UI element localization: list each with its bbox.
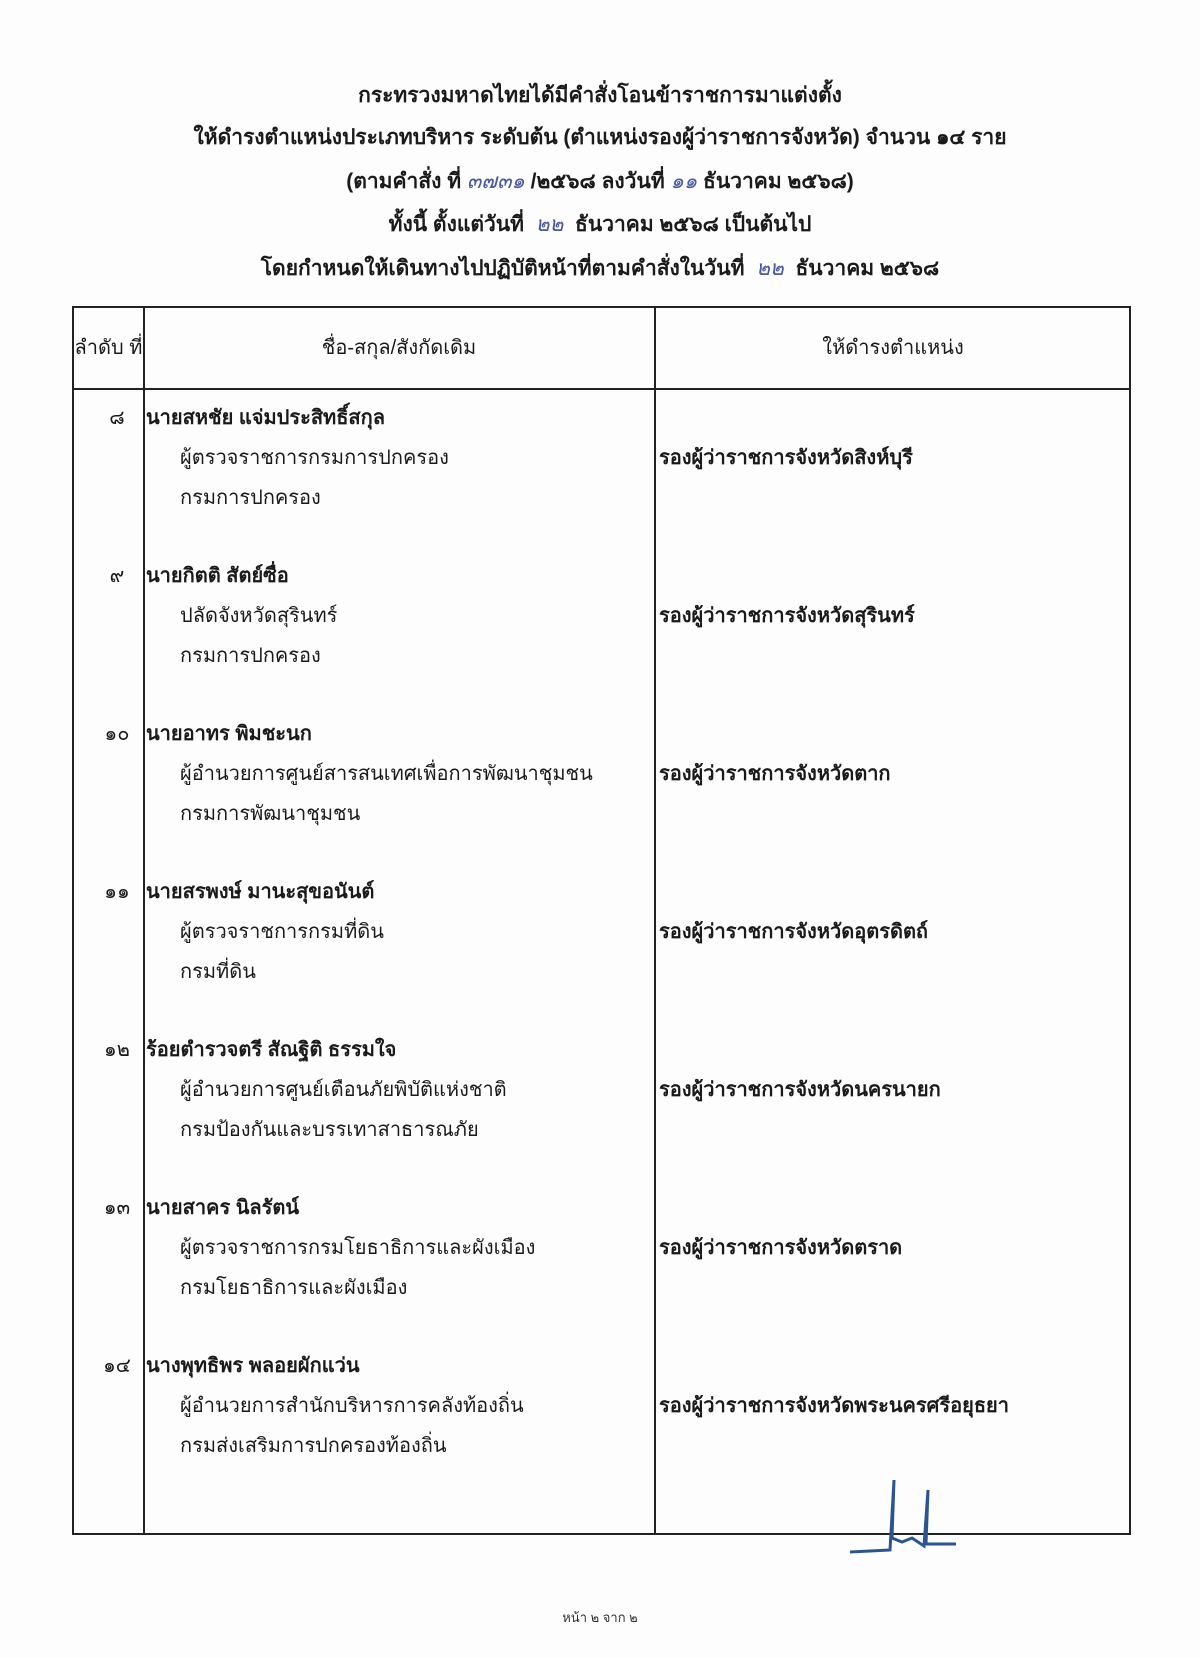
new-position: รองผู้ว่าราชการจังหวัดตราด	[659, 1237, 903, 1259]
new-position: รองผู้ว่าราชการจังหวัดสุรินทร์	[659, 605, 915, 627]
old-position: ผู้ตรวจราชการกรมโยธาธิการและผังเมือง	[180, 1237, 536, 1259]
old-position: ปลัดจังหวัดสุรินทร์	[180, 605, 338, 627]
table-row	[74, 1033, 1129, 1191]
column-header-name: ชื่อ-สกุล/สังกัดเดิม	[321, 337, 477, 359]
effective-day: ๒๒	[535, 213, 564, 236]
effective-prefix: ทั้งนี้ ตั้งแต่วันที่	[388, 213, 524, 236]
old-department: กรมโยธาธิการและผังเมือง	[180, 1277, 408, 1299]
old-department: กรมการปกครอง	[180, 487, 321, 509]
person-name: นางพุทธิพร พลอยผักแว่น	[146, 1355, 360, 1377]
order-prefix: (ตามคำสั่ง ที่	[346, 170, 462, 193]
person-name: นายกิตติ สัตย์ซื่อ	[146, 565, 289, 587]
effective-suffix: ธันวาคม ๒๕๖๘ เป็นต้นไป	[575, 213, 812, 236]
old-department: กรมการปกครอง	[180, 645, 321, 667]
person-name: นายสหชัย แจ่มประสิทธิ์สกุล	[146, 407, 386, 429]
row-number: ๑๒	[104, 1039, 130, 1061]
appointment-table	[72, 306, 1131, 1535]
table-row	[74, 875, 1129, 1033]
row-number: ๘	[109, 407, 125, 429]
row-number: ๙	[109, 565, 125, 587]
new-position: รองผู้ว่าราชการจังหวัดสิงห์บุรี	[659, 447, 913, 469]
title-line-1: กระทรวงมหาดไทยได้มีคำสั่งโอนข้าราชการมาแต่งตั้ง	[358, 84, 842, 107]
old-position: ผู้อำนวยการศูนย์สารสนเทศเพื่อการพัฒนาชุมชน	[180, 763, 593, 785]
title-line-5	[0, 255, 1200, 283]
signature	[850, 1480, 990, 1570]
person-name: นายสรพงษ์ มานะสุขอนันต์	[146, 881, 375, 903]
person-name: นายสาคร นิลรัตน์	[146, 1197, 300, 1219]
column-header-no: ลำดับ ที่	[74, 337, 143, 359]
old-department: กรมที่ดิน	[180, 961, 256, 983]
travel-suffix: ธันวาคม ๒๕๖๘	[795, 257, 940, 280]
title-line-3	[0, 168, 1200, 196]
new-position: รองผู้ว่าราชการจังหวัดตาก	[659, 763, 891, 785]
table-row	[74, 401, 1129, 559]
row-number-cell	[74, 559, 142, 591]
table-row	[74, 1191, 1129, 1349]
old-department: กรมป้องกันและบรรเทาสาธารณภัย	[180, 1119, 479, 1141]
order-suffix: ธันวาคม ๒๕๖๘)	[703, 170, 854, 193]
row-number: ๑๔	[103, 1355, 131, 1377]
table-row	[74, 717, 1129, 875]
old-position: ผู้อำนวยการศูนย์เตือนภัยพิบัติแห่งชาติ	[180, 1079, 507, 1101]
travel-prefix: โดยกำหนดให้เดินทางไปปฏิบัติหน้าที่ตามคำสั่งในวันที่	[260, 257, 745, 280]
travel-day: ๒๒	[756, 257, 784, 280]
title-line-4	[0, 211, 1200, 239]
old-position: ผู้ตรวจราชการกรมที่ดิน	[180, 921, 384, 943]
column-header-position: ให้ดำรงตำแหน่ง	[822, 337, 964, 359]
old-department: กรมการพัฒนาชุมชน	[180, 803, 361, 825]
old-department: กรมส่งเสริมการปกครองท้องถิ่น	[180, 1435, 447, 1457]
header-divider	[74, 388, 1129, 390]
old-position: ผู้อำนวยการสำนักบริหารการคลังท้องถิ่น	[180, 1395, 524, 1417]
row-number: ๑๑	[104, 881, 130, 903]
order-day: ๑๑	[670, 170, 698, 193]
table-row	[74, 559, 1129, 717]
person-name: นายอาทร พิมชะนก	[146, 723, 312, 745]
order-mid: /๒๕๖๘ ลงวันที่	[530, 170, 665, 193]
new-position: รองผู้ว่าราชการจังหวัดพระนครศรีอยุธยา	[659, 1395, 1009, 1417]
page-number: หน้า ๒ จาก ๒	[562, 1610, 638, 1625]
row-number-cell	[74, 717, 142, 749]
old-position: ผู้ตรวจราชการกรมการปกครอง	[180, 447, 449, 469]
row-number: ๑๓	[103, 1197, 131, 1219]
row-number-cell	[74, 1191, 142, 1223]
new-position: รองผู้ว่าราชการจังหวัดอุตรดิตถ์	[659, 921, 929, 943]
row-number-cell	[74, 401, 142, 433]
order-number: ๓๗๓๑	[466, 170, 525, 193]
row-number-cell	[74, 1349, 142, 1381]
row-number-cell	[74, 875, 142, 907]
new-position: รองผู้ว่าราชการจังหวัดนครนายก	[659, 1079, 941, 1101]
row-number-cell	[74, 1033, 142, 1065]
person-name: ร้อยตำรวจตรี สัณฐิติ ธรรมใจ	[146, 1039, 397, 1061]
row-number: ๑๐	[104, 723, 130, 745]
title-line-2: ให้ดำรงตำแหน่งประเภทบริหาร ระดับต้น (ตำแหน่งรองผู้ว่าราชการจังหวัด) จำนวน ๑๔ ราย	[193, 126, 1007, 149]
